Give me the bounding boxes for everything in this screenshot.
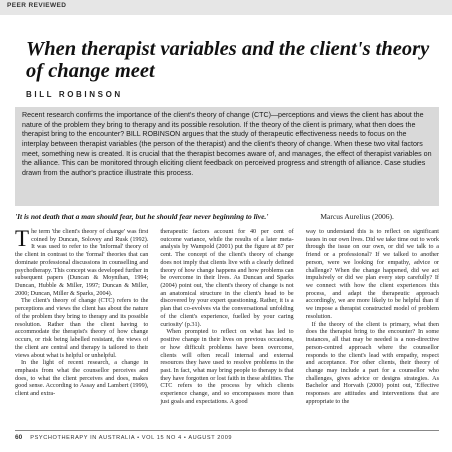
body-columns [15,228,439,426]
body-paragraph: In the light of recent research, a change in emphasis from what the counsellor perceives and does, to what the client perceives and does, makes good sense. According to Assay and Lambert (1999), client and extra- [15,359,149,398]
author-byline: BILL ROBINSON [26,90,123,99]
page-number: 60 [15,434,23,441]
abstract-text: Recent research confirms the importance of the client's theory of change (CTC)—perceptions and views the client has about the nature of the problem they bring to therapy and its possible resolution. If the theory of the client is primary, what then does the therapist bring to the encounter? BILL ROBINSON argues that the study of therapeutic effectiveness needs to focus on the interplay between therapist variables (the person of the therapist) and the client's theory of change. When these two vital factors meet, something new is created. It is crucial that the therapist becomes aware of, and manages, the effect of therapist variables on the alliance. This can be monitored through eliciting client feedback on perceived progress and strength of alliance. Case studies drawn from the author's practice illustrate this process. [22,111,432,177]
journal-citation: PSYCHOTHERAPY IN AUSTRALIA • VOL 15 NO 4 • AUGUST 2009 [30,435,233,441]
abstract-box [15,107,439,206]
body-column-2 [160,228,293,426]
epigraph [15,212,439,221]
body-paragraph: When prompted to reflect on what has led to positive change in their lives on previous occasions, or how difficult problems have been overcome, clients will often recall internal and external resources they have used to resolve problems in the past. In fact, what may bring people to therapy is that they have forgotten or lost faith in these abilities. The CTC refers to the process by which clients experience change, and so encompasses more than just goals and expectations. A good [160,328,294,405]
body-column-3 [306,228,439,426]
body-paragraph: The client's theory of change (CTC) refers to the perceptions and views the client has about the nature of the problem they bring to therapy and its possible resolution. Rather than the client having to accommodate the therapist's theory of how change occurs, or risk being labelled resistant, the views of the client are central and therapy is tailored to their views about what is helpful or unhelpful. [15,297,149,359]
body-paragraph: way to understand this is to reflect on significant issues in our own lives. Did we take time out to work through the issue on our own, or did we talk to a friend or a professional? If we talked to another person, were we looking for empathy, advice or challenge? When the change happened, did we act impulsively or did we plan every step carefully? If we connect with how the client experiences this process, and adapt the therapeutic approach accordingly, we are more likely to be helpful than if we impose a therapist constructed model of problem resolution. [305,228,439,320]
paragraph-text: he term 'the client's theory of change' was first coined by Duncan, Solovey and Rusk (1992). It was used to refer to the 'informal' theory of the client in contrast to the 'formal' theories that can dominate professional discussions in counselling and psychotherapy. This concept was developed further in subsequent papers (Duncan & Moynihan, 1994; Duncan, Hubble & Miller, 1997; Duncan & Miller, 2000; Duncan, Miller & Sparks, 2004). [15,228,149,297]
footer-divider [15,430,439,431]
body-paragraph [15,228,148,297]
page-footer [15,434,232,441]
body-paragraph: therapeutic factors account for 40 per cent of outcome variance, while the results of a later meta-analysis by Wampold (2001) put the figure at 87 per cent. The concept of the client's theory of change does not imply that clients live with a clearly defined theory of how change happens and how problems can be overcome in their lives. As Duncan and Sparks (2004) point out, 'the client's theory of change is not an anatomical structure in the client's head to be discovered by your expert questioning. Rather, it is a plan that co-evolves via the conversational unfolding of the client's experience, fuelled by your caring curiosity' (p.31). [160,228,294,328]
article-title: When therapist variables and the client's theory of change meet [26,38,430,82]
epigraph-attribution: Marcus Aurelius (2006). [320,212,394,221]
epigraph-quote: 'It is not death that a man should fear, but he should fear never beginning to live.' [15,212,269,221]
body-paragraph: If the theory of the client is primary, what then does the therapist bring to the encounter? In some instances, all that may be needed is a non-directive person-centred approach where the counsellor responds to the client's lead with empathy, respect and acceptance. For other clients, their theory of change may include a part for a counsellor who challenges, gives advice or designs strategies. As Bachelor and Horvath (2000) point out, 'Effective responses are attitudes and interventions that are appropriate to the [305,320,439,405]
drop-cap: T [15,228,30,251]
section-tag: PEER REVIEWED [7,2,67,9]
header-bar [0,0,452,15]
body-column-1 [15,228,148,426]
